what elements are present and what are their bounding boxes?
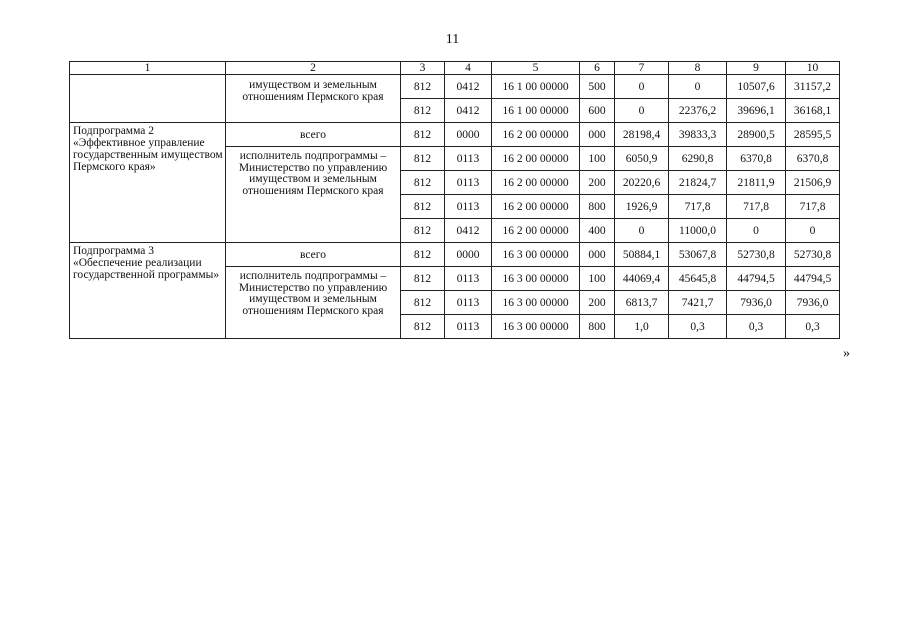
table-cell: 7421,7: [669, 291, 727, 315]
table-cell: 16 2 00 00000: [492, 171, 580, 195]
table-cell: 16 2 00 00000: [492, 147, 580, 171]
table-cell: 0000: [445, 123, 492, 147]
table-cell: 21824,7: [669, 171, 727, 195]
executor-cell: исполнитель подпрограммы – Министерство по управлению имуществом и земельным отношениям Пермского края: [226, 267, 401, 339]
table-cell: 812: [401, 123, 445, 147]
header-cell: 4: [445, 62, 492, 75]
table-cell: 0: [615, 75, 669, 99]
table-cell: 812: [401, 243, 445, 267]
table-cell: 7936,0: [727, 291, 786, 315]
table-cell: 812: [401, 315, 445, 339]
table-cell: 6370,8: [786, 147, 840, 171]
table-cell: 7936,0: [786, 291, 840, 315]
total-row: [70, 123, 840, 147]
table-cell: 0113: [445, 267, 492, 291]
table-cell: 16 2 00 00000: [492, 219, 580, 243]
table-cell: 717,8: [669, 195, 727, 219]
table-cell: 500: [580, 75, 615, 99]
table-cell: 812: [401, 147, 445, 171]
table-cell: 22376,2: [669, 99, 727, 123]
table-cell: 0113: [445, 291, 492, 315]
table-cell: 44794,5: [786, 267, 840, 291]
table-cell: 0412: [445, 75, 492, 99]
table-cell: 100: [580, 267, 615, 291]
table-cell: 000: [580, 243, 615, 267]
table-cell: 1926,9: [615, 195, 669, 219]
table-cell: 0412: [445, 219, 492, 243]
total-row: [70, 243, 840, 267]
table-cell: 31157,2: [786, 75, 840, 99]
table-cell: 812: [401, 219, 445, 243]
table-cell: 16 3 00 00000: [492, 267, 580, 291]
table-cell: 16 1 00 00000: [492, 99, 580, 123]
header-cell: 7: [615, 62, 669, 75]
table-cell: 812: [401, 75, 445, 99]
table-cell: 0: [669, 75, 727, 99]
table-cell: 812: [401, 195, 445, 219]
table-cell: 50884,1: [615, 243, 669, 267]
table-cell: 0113: [445, 147, 492, 171]
table-cell: 16 3 00 00000: [492, 291, 580, 315]
page-number: 11: [445, 32, 460, 47]
table-cell: 6290,8: [669, 147, 727, 171]
table-cell: 0,3: [786, 315, 840, 339]
table-cell: 0,3: [669, 315, 727, 339]
header-cell: 9: [727, 62, 786, 75]
budget-table: [69, 61, 840, 339]
table-cell: 0412: [445, 99, 492, 123]
table-cell: 0: [615, 99, 669, 123]
table-cell: 45645,8: [669, 267, 727, 291]
table-cell: 812: [401, 267, 445, 291]
table-cell: 53067,8: [669, 243, 727, 267]
table-cell: 16 3 00 00000: [492, 243, 580, 267]
table-cell: 0: [615, 219, 669, 243]
table-cell: 800: [580, 195, 615, 219]
total-label: всего: [226, 243, 401, 267]
table-cell: 812: [401, 99, 445, 123]
table-cell: 0113: [445, 315, 492, 339]
total-label: всего: [226, 123, 401, 147]
table-cell: 28198,4: [615, 123, 669, 147]
table-cell: 600: [580, 99, 615, 123]
table-cell: 0113: [445, 171, 492, 195]
table-row: [70, 75, 840, 99]
table-cell: 36168,1: [786, 99, 840, 123]
table-cell: 39833,3: [669, 123, 727, 147]
header-row: [70, 62, 840, 75]
header-cell: 2: [226, 62, 401, 75]
table-cell: 0,3: [727, 315, 786, 339]
table-cell: 717,8: [786, 195, 840, 219]
header-cell: 6: [580, 62, 615, 75]
table-cell: 11000,0: [669, 219, 727, 243]
table-cell: 6370,8: [727, 147, 786, 171]
executor-cell: исполнитель подпрограммы – Министерство по управлению имуществом и земельным отношениям Пермского края: [226, 147, 401, 243]
table-cell: 16 2 00 00000: [492, 195, 580, 219]
header-cell: 5: [492, 62, 580, 75]
table-cell: 21506,9: [786, 171, 840, 195]
table-cell: 1,0: [615, 315, 669, 339]
table-cell: 000: [580, 123, 615, 147]
table-cell: 52730,8: [727, 243, 786, 267]
table-cell: 0: [786, 219, 840, 243]
table-cell: 6813,7: [615, 291, 669, 315]
table-cell: 200: [580, 171, 615, 195]
table-cell: 800: [580, 315, 615, 339]
table-cell: 10507,6: [727, 75, 786, 99]
executor-cell: имуществом и земельным отношениям Пермского края: [226, 75, 401, 123]
header-cell: 8: [669, 62, 727, 75]
table-cell: 0000: [445, 243, 492, 267]
header-cell: 3: [401, 62, 445, 75]
table-cell: 717,8: [727, 195, 786, 219]
table-cell: 16 1 00 00000: [492, 75, 580, 99]
closing-quote: »: [843, 346, 850, 361]
table-cell: 100: [580, 147, 615, 171]
table-cell: 16 2 00 00000: [492, 123, 580, 147]
table-cell: 44794,5: [727, 267, 786, 291]
table-cell: 44069,4: [615, 267, 669, 291]
table-cell: 812: [401, 171, 445, 195]
table-body: [70, 62, 840, 339]
header-cell: 1: [70, 62, 226, 75]
table-cell: 6050,9: [615, 147, 669, 171]
table-cell: 0: [727, 219, 786, 243]
program-cell: Подпрограмма 2 «Эффективное управление государственным имуществом Пермского края»: [70, 123, 226, 243]
table-cell: 21811,9: [727, 171, 786, 195]
table-cell: 0113: [445, 195, 492, 219]
table-cell: 16 3 00 00000: [492, 315, 580, 339]
table-cell: 39696,1: [727, 99, 786, 123]
program-cell: Подпрограмма 3 «Обеспечение реализации государственной программы»: [70, 243, 226, 339]
table-cell: 52730,8: [786, 243, 840, 267]
table-cell: 28900,5: [727, 123, 786, 147]
table-cell: 812: [401, 291, 445, 315]
header-cell: 10: [786, 62, 840, 75]
table-cell: 400: [580, 219, 615, 243]
table-cell: 20220,6: [615, 171, 669, 195]
table-cell: 200: [580, 291, 615, 315]
table-cell: 28595,5: [786, 123, 840, 147]
program-cell: [70, 75, 226, 123]
